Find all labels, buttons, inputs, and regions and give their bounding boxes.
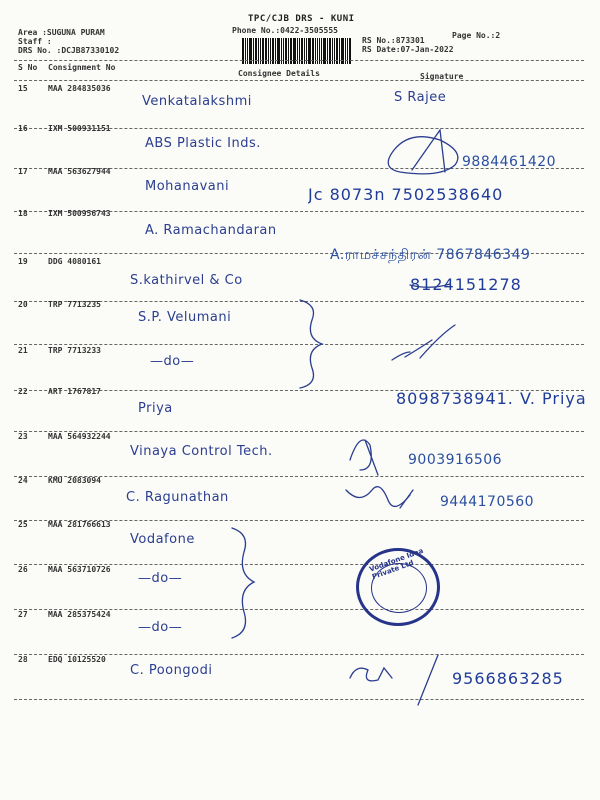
- stamp-text: Vodafone Idea Private Ltd: [368, 546, 425, 582]
- col-signature: Signature: [420, 72, 464, 81]
- row-consignee: Priya: [138, 401, 173, 416]
- row-consignment-no: MAA 285375424: [48, 610, 111, 619]
- row-sno: 23: [18, 432, 28, 441]
- staff-label: Staff :: [18, 37, 52, 46]
- row-signature: 8098738941. V. Priya: [396, 389, 587, 408]
- row-consignment-no: ART 1767817: [48, 387, 101, 396]
- col-consignment: Consignment No: [48, 63, 116, 72]
- row-consignment-no: TRP 7713233: [48, 346, 101, 355]
- rs-number: RS No.:873301: [362, 36, 425, 45]
- row-consignee: A. Ramachandaran: [145, 223, 277, 238]
- row-consignment-no: DDG 4080161: [48, 257, 101, 266]
- row-consignee: C. Poongodi: [130, 663, 213, 678]
- row-signature: 9444170560: [440, 494, 535, 510]
- row-signature: 9884461420: [462, 154, 557, 170]
- company-stamp: [356, 548, 440, 626]
- row-signature: 9566863285: [452, 669, 564, 688]
- row-consignment-no: EDQ 10125520: [48, 655, 106, 664]
- row-sno: 20: [18, 300, 28, 309]
- row-consignee: ABS Plastic Inds.: [145, 136, 261, 151]
- area-label: Area :SUGUNA PURAM: [18, 28, 105, 37]
- row-sno: 25: [18, 520, 28, 529]
- col-sno: S No: [18, 63, 38, 72]
- row-consignee: C. Ragunathan: [126, 490, 229, 505]
- row-consignment-no: IXM 500956743: [48, 209, 111, 218]
- row-sno: 15: [18, 84, 28, 93]
- row-sno: 22: [18, 387, 28, 396]
- row-signature: 9003916506: [408, 452, 503, 468]
- row-sno: 18: [18, 209, 28, 218]
- row-consignee: S.kathirvel & Co: [130, 273, 243, 288]
- row-sno: 24: [18, 476, 28, 485]
- col-consignee: Consignee Details: [238, 69, 320, 78]
- row-signature: S Rajee: [394, 90, 447, 105]
- row-consignee: —do—: [150, 354, 195, 369]
- row-consignment-no: IXM 500931151: [48, 124, 111, 133]
- row-signature: 8124151278: [410, 275, 522, 294]
- row-sno: 26: [18, 565, 28, 574]
- row-consignment-no: MAA 563627944: [48, 167, 111, 176]
- row-signature: Jc 8073n 7502538640: [308, 185, 504, 204]
- row-consignee: —do—: [138, 571, 183, 586]
- row-sno: 16: [18, 124, 28, 133]
- row-consignment-no: KMU 2083094: [48, 476, 101, 485]
- row-consignee: Mohanavani: [145, 179, 230, 194]
- phone-number: Phone No.:0422-3505555: [232, 26, 338, 35]
- row-sno: 21: [18, 346, 28, 355]
- row-sno: 19: [18, 257, 28, 266]
- row-consignee: Vinaya Control Tech.: [130, 444, 273, 459]
- document-title: TPC/CJB DRS - KUNI: [248, 14, 355, 24]
- row-consignee: S.P. Velumani: [138, 310, 232, 325]
- row-consignee: —do—: [138, 620, 183, 635]
- row-consignment-no: TRP 7713235: [48, 300, 101, 309]
- row-consignee: Venkatalakshmi: [142, 94, 252, 109]
- row-consignment-no: MAA 564932244: [48, 432, 111, 441]
- drs-number: DRS No. :DCJB87330102: [18, 46, 120, 55]
- rs-date: RS Date:07-Jan-2022: [362, 45, 454, 54]
- row-sno: 28: [18, 655, 28, 664]
- row-consignment-no: MAA 281766613: [48, 520, 111, 529]
- row-signature: A.ராமச்சந்திரன் 7867846349: [330, 247, 531, 263]
- row-consignment-no: MAA 284835036: [48, 84, 111, 93]
- row-sno: 17: [18, 167, 28, 176]
- row-sno: 27: [18, 610, 28, 619]
- page-number: Page No.:2: [452, 31, 501, 40]
- row-consignment-no: MAA 563710726: [48, 565, 111, 574]
- row-consignee: Vodafone: [130, 532, 195, 547]
